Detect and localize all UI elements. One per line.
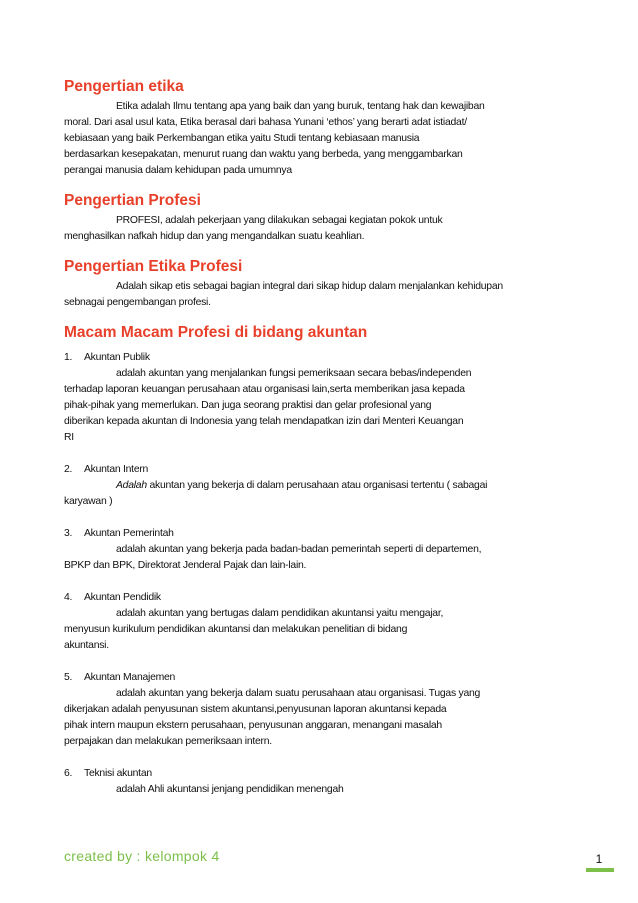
paragraph-line: perpajakan dan melakukan pemeriksaan intern. xyxy=(64,736,272,747)
paragraph-line: karyawan ) xyxy=(64,496,113,507)
heading-macam-profesi: Macam Macam Profesi di bidang akuntan xyxy=(64,324,368,341)
list-item xyxy=(64,350,564,446)
paragraph-line: kebiasaan yang baik Perkembangan etika yaitu Studi tentang kebiasaan manusia xyxy=(64,133,420,144)
list-item-title: Akuntan Pendidik xyxy=(84,592,161,603)
list-item-title: Akuntan Intern xyxy=(84,464,149,475)
document-body xyxy=(64,78,564,798)
list-item xyxy=(64,590,564,654)
footer-credit: created by : kelompok 4 xyxy=(64,848,220,864)
paragraph-line: dikerjakan adalah penyusunan sistem akuntansi,penyusunan laporan akuntansi kepada xyxy=(64,704,447,715)
paragraph-line: akuntansi. xyxy=(64,640,109,651)
paragraph-line: pihak intern maupun ekstern perusahaan, penyusunan anggaran, menangani masalah xyxy=(64,720,442,731)
paragraph-line: Adalah sikap etis sebagai bagian integral dari sikap hidup dalam menjalankan kehidupan xyxy=(116,281,503,292)
paragraph-line: moral. Dari asal usul kata, Etika berasal dari bahasa Yunani ‘ethos’ yang berarti adat istiadat/ xyxy=(64,117,467,128)
list-item xyxy=(64,526,564,574)
list-item-title: Teknisi akuntan xyxy=(84,768,152,779)
list-number: 2. xyxy=(64,464,73,475)
paragraph-line: pihak-pihak yang memerlukan. Dan juga seorang praktisi dan gelar profesional yang xyxy=(64,400,432,411)
paragraph-line: adalah Ahli akuntansi jenjang pendidikan menengah xyxy=(116,784,344,795)
list-number: 6. xyxy=(64,768,73,779)
paragraph-line: menyusun kurikulum pendidikan akuntansi dan melakukan penelitian di bidang xyxy=(64,624,408,635)
paragraph-line: PROFESI, adalah pekerjaan yang dilakukan sebagai kegiatan pokok untuk xyxy=(116,215,443,226)
paragraph-line: berdasarkan kesepakatan, menurut ruang dan waktu yang berbeda, yang menggambarkan xyxy=(64,149,463,160)
paragraph-line: Etika adalah Ilmu tentang apa yang baik dan yang buruk, tentang hak dan kewajiban xyxy=(116,101,485,112)
list-item xyxy=(64,462,564,510)
paragraph-line: terhadap laporan keuangan perusahaan atau organisasi lain,serta memberikan jasa kepada xyxy=(64,384,465,395)
paragraph-line: menghasilkan nafkah hidup dan yang mengandalkan suatu keahlian. xyxy=(64,231,365,242)
paragraph-line: sebnagai pengembangan profesi. xyxy=(64,297,211,308)
paragraph-line: BPKP dan BPK, Direktorat Jenderal Pajak dan lain-lain. xyxy=(64,560,307,571)
list-item xyxy=(64,766,564,798)
page-number-underline xyxy=(586,868,614,872)
paragraph-line: Adalah akuntan yang bekerja di dalam perusahaan atau organisasi tertentu ( sabagai xyxy=(116,480,488,491)
list-item xyxy=(64,670,564,750)
heading-pengertian-etika-profesi: Pengertian Etika Profesi xyxy=(64,258,243,275)
list-number: 5. xyxy=(64,672,73,683)
list-number: 1. xyxy=(64,352,73,363)
heading-pengertian-profesi: Pengertian Profesi xyxy=(64,192,201,209)
paragraph-line: diberikan kepada akuntan di Indonesia yang telah mendapatkan izin dari Menteri Keuangan xyxy=(64,416,464,427)
page-number: 1 xyxy=(595,852,603,866)
heading-pengertian-etika: Pengertian etika xyxy=(64,78,184,95)
list-item-title: Akuntan Publik xyxy=(84,352,150,363)
paragraph-line: adalah akuntan yang bekerja dalam suatu perusahaan atau organisasi. Tugas yang xyxy=(116,688,481,699)
list-item-title: Akuntan Pemerintah xyxy=(84,528,174,539)
paragraph-line: perangai manusia dalam kehidupan pada umumnya xyxy=(64,165,292,176)
paragraph-line: RI xyxy=(64,432,74,443)
list-number: 3. xyxy=(64,528,73,539)
list-number: 4. xyxy=(64,592,73,603)
paragraph-line: adalah akuntan yang menjalankan fungsi pemeriksaan secara bebas/independen xyxy=(116,368,472,379)
paragraph-line: adalah akuntan yang bekerja pada badan-badan pemerintah seperti di departemen, xyxy=(116,544,482,555)
italic-word: Adalah xyxy=(116,480,147,491)
list-item-title: Akuntan Manajemen xyxy=(84,672,176,683)
paragraph-line: adalah akuntan yang bertugas dalam pendidikan akuntansi yaitu mengajar, xyxy=(116,608,444,619)
